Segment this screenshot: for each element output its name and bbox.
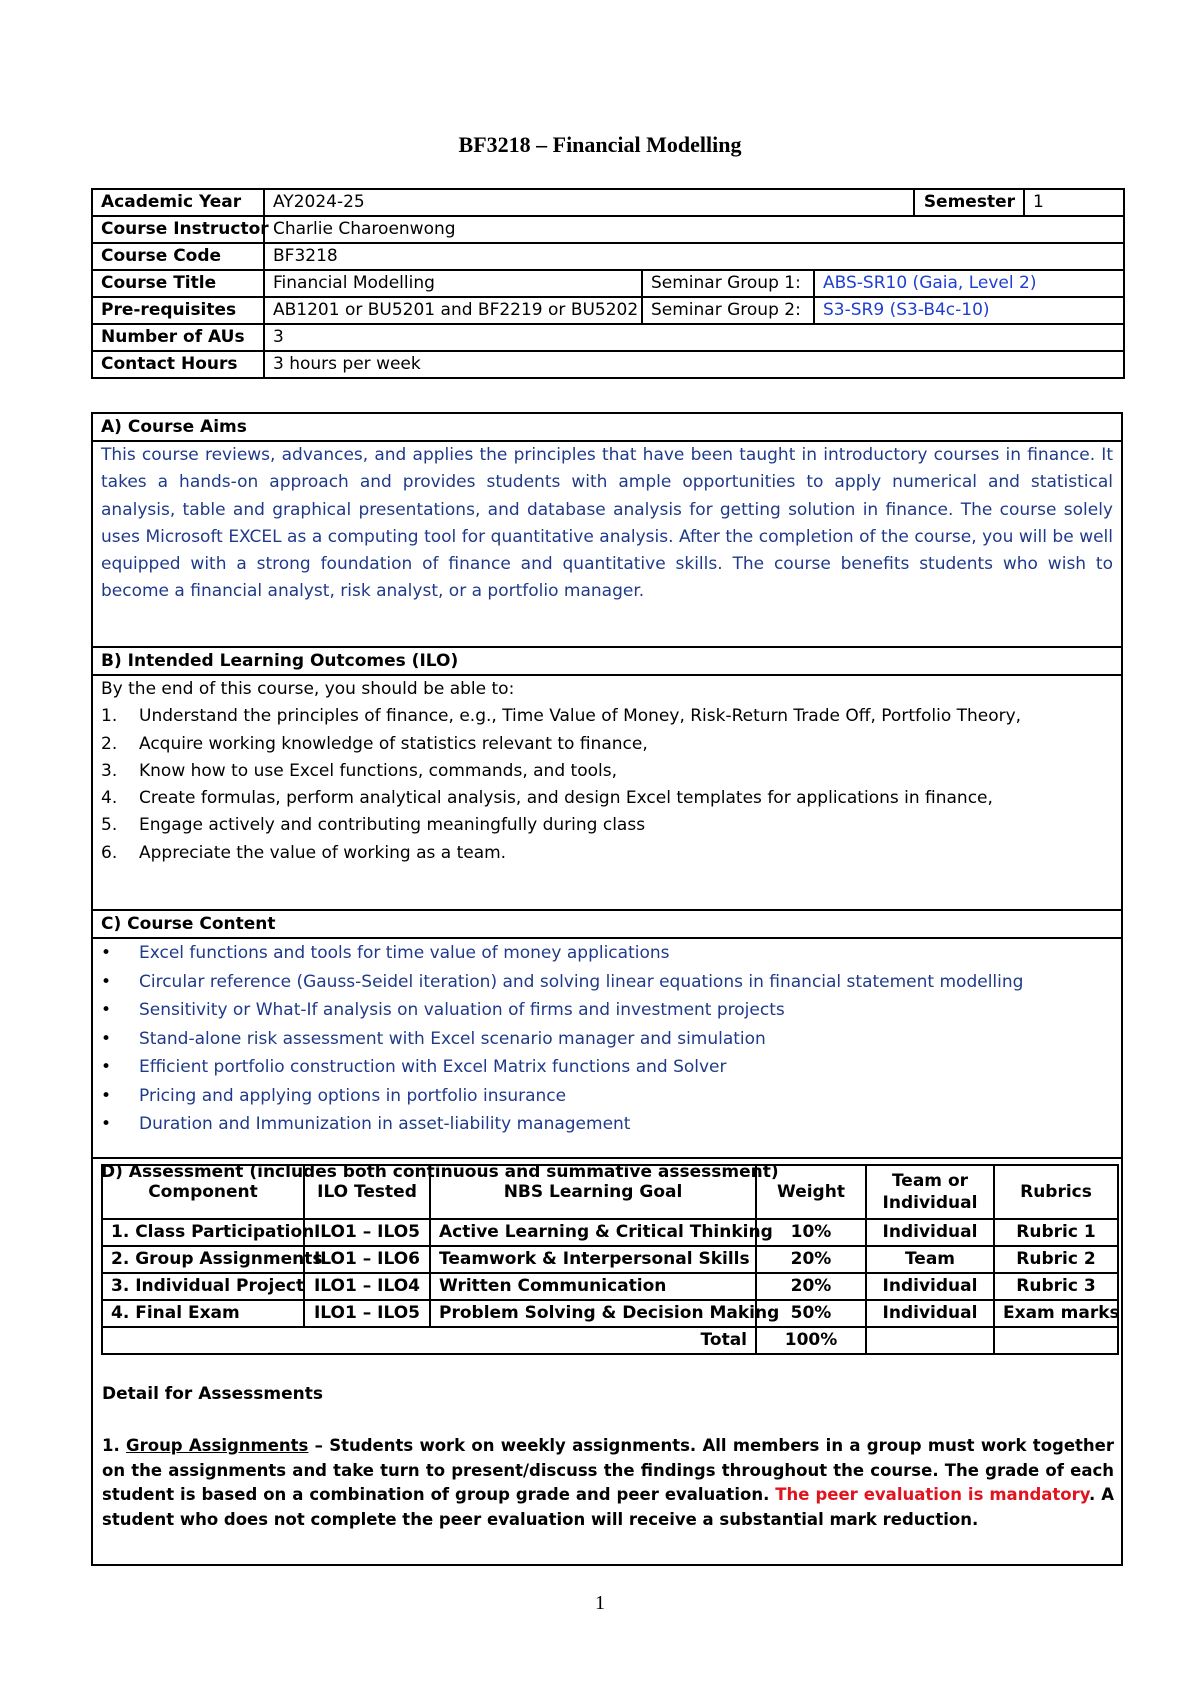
course-code-value: BF3218 xyxy=(264,243,1124,270)
content-item xyxy=(101,968,1113,997)
rubric-cell: Rubric 1 xyxy=(994,1219,1118,1246)
semester-value: 1 xyxy=(1024,189,1124,216)
ilo-item-text: Acquire working knowledge of statistics relevant to finance, xyxy=(139,733,648,754)
ilo-item-number: 4. xyxy=(101,788,118,809)
ilo-item-number: 6. xyxy=(101,842,118,863)
ilo-item xyxy=(101,758,1113,785)
ilo-item-text: Engage actively and contributing meaningfully during class xyxy=(139,815,646,836)
ilo-item-number: 2. xyxy=(101,733,118,754)
info-row-title xyxy=(92,270,1124,297)
ilo-intro: By the end of this course, you should be able to: xyxy=(101,679,515,699)
total-row xyxy=(102,1327,1118,1354)
bullet-icon: • xyxy=(101,1057,112,1077)
assessment-header-row xyxy=(102,1165,1118,1219)
weight-cell: 20% xyxy=(756,1246,866,1273)
bullet-icon: • xyxy=(101,1085,112,1106)
total-label: Total xyxy=(102,1327,756,1354)
header-rubrics: Rubrics xyxy=(994,1165,1118,1219)
prerequisites-label: Pre-requisites xyxy=(92,297,264,324)
content-item-text: Pricing and applying options in portfolio insurance xyxy=(139,1085,567,1106)
total-empty-cell xyxy=(866,1327,994,1354)
header-learning-goal: NBS Learning Goal xyxy=(430,1165,756,1219)
team-cell: Individual xyxy=(866,1219,994,1246)
team-cell: Individual xyxy=(866,1273,994,1300)
table-row xyxy=(102,1246,1118,1273)
ilo-item xyxy=(101,812,1113,839)
goal-cell: Written Communication xyxy=(430,1273,756,1300)
info-row-hours xyxy=(92,351,1124,378)
rubric-cell: Exam marks xyxy=(994,1300,1118,1327)
content-item xyxy=(101,1025,1113,1054)
content-item-text: Stand-alone risk assessment with Excel scenario manager and simulation xyxy=(139,1028,766,1049)
content-item-text: Excel functions and tools for time value of money applications xyxy=(139,943,670,963)
contact-hours-value: 3 hours per week xyxy=(264,351,1124,378)
detail-text-b: . A student who does not complete the peer evaluation will receive a substantial mark reduction. xyxy=(102,1485,1114,1529)
aus-label: Number of AUs xyxy=(92,324,264,351)
detail-title: Detail for Assessments xyxy=(102,1384,323,1404)
weight-cell: 20% xyxy=(756,1273,866,1300)
table-row xyxy=(102,1300,1118,1327)
ilo-cell: ILO1 – ILO5 xyxy=(304,1300,430,1327)
ilo-cell: ILO1 – ILO6 xyxy=(304,1246,430,1273)
component-cell: 3. Individual Project xyxy=(102,1273,304,1300)
ilo-item xyxy=(101,785,1113,812)
bullet-icon: • xyxy=(101,943,112,963)
component-cell: 2. Group Assignments xyxy=(102,1246,304,1273)
bullet-icon: • xyxy=(101,1028,112,1049)
rubric-cell: Rubric 2 xyxy=(994,1246,1118,1273)
total-value: 100% xyxy=(756,1327,866,1354)
course-content-list xyxy=(93,939,1121,1139)
content-item xyxy=(101,939,1113,968)
component-cell: 4. Final Exam xyxy=(102,1300,304,1327)
bullet-icon: • xyxy=(101,971,112,992)
goal-cell: Active Learning & Critical Thinking xyxy=(430,1219,756,1246)
info-row-aus xyxy=(92,324,1124,351)
bullet-icon: • xyxy=(101,1114,112,1134)
detail-paragraph xyxy=(102,1434,1114,1532)
content-item-text: Duration and Immunization in asset-liability management xyxy=(139,1114,631,1134)
ilo-list xyxy=(101,703,1113,867)
course-content-section xyxy=(91,909,1123,1159)
bullet-icon: • xyxy=(101,1000,112,1020)
header-component: Component xyxy=(102,1165,304,1219)
goal-cell: Teamwork & Interpersonal Skills xyxy=(430,1246,756,1273)
instructor-label: Course Instructor xyxy=(92,216,264,243)
assessment-table xyxy=(101,1164,1119,1355)
header-ilo-tested: ILO Tested xyxy=(304,1165,430,1219)
weight-cell: 50% xyxy=(756,1300,866,1327)
ilo-item-text: Know how to use Excel functions, commands, and tools, xyxy=(139,760,617,781)
aus-value: 3 xyxy=(264,324,1124,351)
ilo-item-number: 3. xyxy=(101,760,118,781)
content-item-text: Sensitivity or What-If analysis on valuation of firms and investment projects xyxy=(139,1000,785,1020)
ilo-heading: B) Intended Learning Outcomes (ILO) xyxy=(93,648,1121,676)
course-info-table xyxy=(91,188,1125,379)
course-content-heading: C) Course Content xyxy=(93,911,1121,939)
info-row-instructor xyxy=(92,216,1124,243)
rubric-cell: Rubric 3 xyxy=(994,1273,1118,1300)
course-aims-heading: A) Course Aims xyxy=(93,414,1121,442)
team-cell: Individual xyxy=(866,1300,994,1327)
component-cell: 1. Class Participation xyxy=(102,1219,304,1246)
ilo-item xyxy=(101,731,1113,758)
weight-cell: 10% xyxy=(756,1219,866,1246)
course-title-label: Course Title xyxy=(92,270,264,297)
content-item-text: Efficient portfolio construction with Excel Matrix functions and Solver xyxy=(139,1057,727,1077)
seminar-group-1-label: Seminar Group 1: xyxy=(642,270,814,297)
academic-year-label: Academic Year xyxy=(92,189,264,216)
contact-hours-label: Contact Hours xyxy=(92,351,264,378)
content-item-text: Circular reference (Gauss-Seidel iteration) and solving linear equations in financial statement modelling xyxy=(139,971,1024,992)
ilo-item-number: 5. xyxy=(101,815,118,836)
header-team-or-individual: Team or Individual xyxy=(866,1165,994,1219)
seminar-group-2-label: Seminar Group 2: xyxy=(642,297,814,324)
team-cell: Team xyxy=(866,1246,994,1273)
info-row-prereq xyxy=(92,297,1124,324)
seminar-group-1-value: ABS-SR10 (Gaia, Level 2) xyxy=(814,270,1124,297)
ilo-section xyxy=(91,646,1123,911)
page-title: BF3218 – Financial Modelling xyxy=(458,132,742,157)
detail-text-mandatory: The peer evaluation is mandatory xyxy=(775,1485,1089,1504)
page-number: 1 xyxy=(595,1592,605,1614)
ilo-item-number: 1. xyxy=(101,706,118,727)
ilo-item-text: Create formulas, perform analytical analysis, and design Excel templates for applications in finance, xyxy=(139,788,993,809)
assessment-heading: D) Assessment (includes both continuous and summative assessment) xyxy=(101,1162,779,1182)
semester-label: Semester xyxy=(914,189,1024,216)
course-aims-text: This course reviews, advances, and applies the principles that have been taught in introductory courses in finance. It takes a hands-on approach and provides students with ample opportunities to apply numerical and statistical analysis, table and graphical presentations, and database analysis for getting solution in finance. The course solely uses Microsoft EXCEL as a computing tool for quantitative analysis. After the completion of the course, you will be well equipped with a strong foundation of finance and quantitative skills. The course benefits students who wish to become a financial analyst, risk analyst, or a portfolio manager. xyxy=(101,445,1113,602)
total-empty-cell xyxy=(994,1327,1118,1354)
table-row xyxy=(102,1273,1118,1300)
detail-item-number: 1. xyxy=(102,1436,120,1455)
ilo-body xyxy=(93,676,1121,867)
goal-cell: Problem Solving & Decision Making xyxy=(430,1300,756,1327)
course-code-label: Course Code xyxy=(92,243,264,270)
course-title-value: Financial Modelling xyxy=(264,270,642,297)
info-row-code xyxy=(92,243,1124,270)
ilo-cell: ILO1 – ILO4 xyxy=(304,1273,430,1300)
detail-text-a: – Students work on weekly assignments. All members in a group must work together on the assignments and take turn to present/discuss the findings throughout the course. The grade of each student is based on a combination of group grade and peer evaluation. xyxy=(102,1436,1114,1504)
ilo-cell: ILO1 – ILO5 xyxy=(304,1219,430,1246)
ilo-item-text: Appreciate the value of working as a team. xyxy=(139,842,507,863)
table-row xyxy=(102,1219,1118,1246)
content-item xyxy=(101,1110,1113,1139)
academic-year-value: AY2024-25 xyxy=(264,189,914,216)
ilo-item-text: Understand the principles of finance, e.g., Time Value of Money, Risk-Return Trade Off, Portfolio Theory, xyxy=(139,706,1022,727)
seminar-group-2-value: S3-SR9 (S3-B4c-10) xyxy=(814,297,1124,324)
course-aims-section xyxy=(91,412,1123,648)
content-item xyxy=(101,1053,1113,1082)
content-item xyxy=(101,1082,1113,1111)
prerequisites-value: AB1201 or BU5201 and BF2219 or BU5202 xyxy=(264,297,642,324)
ilo-item xyxy=(101,703,1113,730)
info-row-academic-year xyxy=(92,189,1124,216)
detail-item-title: Group Assignments xyxy=(126,1436,309,1455)
instructor-value: Charlie Charoenwong xyxy=(264,216,1124,243)
ilo-item xyxy=(101,840,1113,867)
header-weight: Weight xyxy=(756,1165,866,1219)
content-item xyxy=(101,996,1113,1025)
